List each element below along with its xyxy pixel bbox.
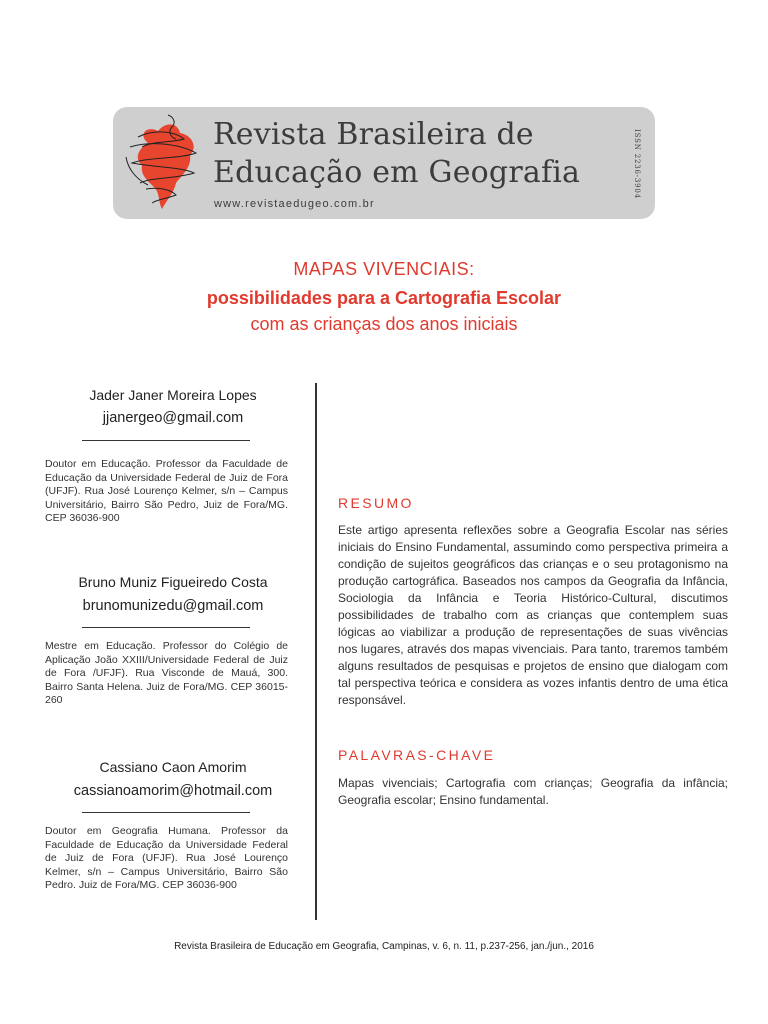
- journal-title-line1: Revista Brasileira de: [213, 117, 534, 152]
- article-title-line3: com as crianças dos anos iniciais: [250, 314, 518, 334]
- author-name-1: Jader Janer Moreira Lopes: [89, 387, 257, 403]
- author-name-2: Bruno Muniz Figueiredo Costa: [78, 574, 268, 590]
- article-title-line1: MAPAS VIVENCIAIS:: [293, 259, 475, 279]
- author-affiliation-2: Mestre em Educação. Professor do Colégio de Aplicação João XXIII/Universidade Federal de Juiz de Fora /UFJF). Rua Visconde de Mauá, 300. Bairro Santa Helena. Juiz de Fora/MG. CEP 36015-260: [45, 640, 288, 706]
- brazil-map-logo-icon: [118, 113, 204, 213]
- author-email-3[interactable]: cassianoamorim@hotmail.com: [73, 783, 273, 799]
- author-divider-1: [82, 440, 250, 441]
- author-affiliation-3: Doutor em Geografia Humana. Professor da Faculdade de Educação da Universidade Federal de Juiz de Fora (UFJF). Rua José Lourenço Kelmer, s/n – Campus Universitário, Bairro São Pedro. Juiz de Fora/MG. CEP 36036-900: [45, 825, 288, 891]
- journal-title: [213, 116, 580, 192]
- author-email-1[interactable]: jjanergeo@gmail.com: [102, 410, 244, 426]
- column-divider: [315, 383, 317, 920]
- author-affiliation-1: Doutor em Educação. Professor da Faculdade de Educação da Universidade Federal de Juiz de Fora (UFJF). Rua José Lourenço Kelmer, s/n – Campus Universitário, Bairro São Pedro, Juiz de Fora/MG. CEP 36036-900: [45, 458, 288, 524]
- keywords-heading: PALAVRAS-CHAVE: [338, 747, 496, 763]
- issn-label: [629, 130, 645, 198]
- author-divider-2: [82, 627, 250, 628]
- citation-footer: Revista Brasileira de Educação em Geografia, Campinas, v. 6, n. 11, p.237-256, jan./jun., 2016: [174, 941, 594, 952]
- journal-url[interactable]: www.revistaedugeo.com.br: [214, 198, 375, 210]
- resumo-heading: RESUMO: [338, 495, 414, 511]
- keywords-text: Mapas vivenciais; Cartografia com crianças; Geografia da infância; Geografia escolar; Ensino fundamental.: [338, 776, 728, 807]
- author-divider-3: [82, 812, 250, 813]
- article-title-line2: possibilidades para a Cartografia Escolar: [206, 288, 562, 308]
- resumo-text: Este artigo apresenta reflexões sobre a Geografia Escolar nas séries iniciais do Ensino Fundamental, assumindo como perspectiva primeira a condição de sujeitos geográficos das crianças e o seu protagonismo na produção cartográfica. Baseados nos campos da Geografia da Infância, Sociologia da Infância e Teoria Histórico-Cultural, discutimos possibilidades de trabalho com as crianças que contemplem suas lógicas ao viabilizar a produção de representações de suas vivências nos lugares, através dos mapas vivenciais. Para tanto, traremos também alguns resultados de pesquisas e projetos de ensino que dialogam com tal perspectiva teórica e considera as vozes infantis dentro de uma ética responsável.: [338, 523, 728, 707]
- author-name-3: Cassiano Caon Amorim: [99, 759, 247, 775]
- journal-title-line2: Educação em Geografia: [213, 155, 581, 190]
- issn-text: ISSN 2236-3904: [633, 129, 641, 199]
- author-email-2[interactable]: brunomunizedu@gmail.com: [82, 598, 264, 614]
